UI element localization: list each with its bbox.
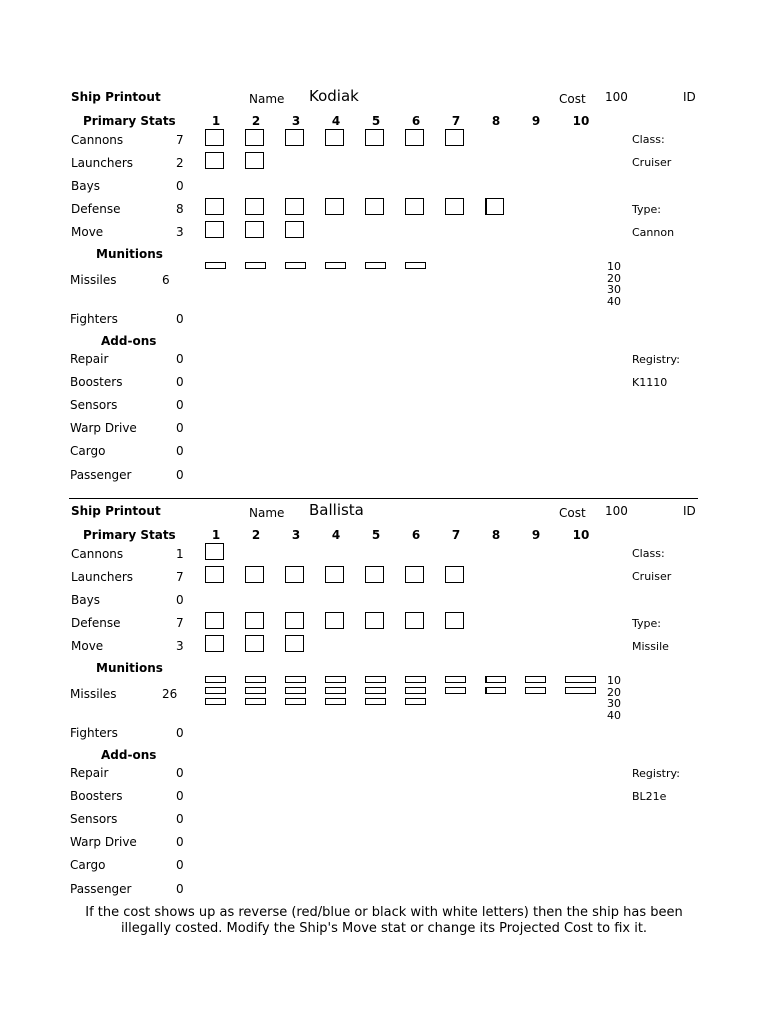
- stat-checkbox[interactable]: [325, 198, 344, 215]
- stat-checkbox[interactable]: [285, 635, 304, 652]
- missile-checkbox[interactable]: [285, 676, 306, 683]
- column-number: 3: [291, 114, 301, 128]
- stat-checkbox[interactable]: [205, 221, 224, 238]
- column-number: 9: [531, 528, 541, 542]
- stat-checkbox[interactable]: [445, 612, 464, 629]
- stat-checkbox[interactable]: [325, 129, 344, 146]
- primary-stats-heading: Primary Stats: [83, 114, 176, 128]
- stat-checkbox[interactable]: [205, 152, 224, 169]
- column-number: 6: [411, 114, 421, 128]
- stat-value: 0: [176, 179, 184, 193]
- printout-title: Ship Printout: [71, 504, 161, 518]
- addon-value: 0: [176, 766, 184, 780]
- class-value: Cruiser: [632, 570, 672, 583]
- addon-value: 0: [176, 882, 184, 896]
- addon-value: 0: [176, 858, 184, 872]
- stat-checkbox[interactable]: [245, 566, 264, 583]
- stat-checkbox[interactable]: [285, 129, 304, 146]
- missile-checkbox[interactable]: [205, 262, 226, 269]
- stat-checkbox[interactable]: [445, 129, 464, 146]
- addon-label: Warp Drive: [70, 421, 137, 435]
- stat-label: Bays: [71, 179, 100, 193]
- missile-checkbox[interactable]: [205, 687, 226, 694]
- missile-level: 30: [607, 697, 621, 710]
- primary-stats-heading: Primary Stats: [83, 528, 176, 542]
- class-value: Cruiser: [632, 156, 672, 169]
- stat-checkbox[interactable]: [205, 129, 224, 146]
- addons-heading: Add-ons: [101, 334, 157, 348]
- cost-label: Cost: [559, 506, 586, 520]
- addon-label: Cargo: [70, 858, 106, 872]
- missile-checkbox[interactable]: [325, 676, 346, 683]
- ship-name: Ballista: [309, 501, 364, 519]
- addon-label: Cargo: [70, 444, 106, 458]
- munitions-heading: Munitions: [96, 661, 163, 675]
- missile-checkbox[interactable]: [485, 676, 506, 683]
- missiles-value: 6: [162, 273, 170, 287]
- name-label: Name: [249, 92, 285, 106]
- missiles-label: Missiles: [70, 687, 117, 701]
- stat-checkbox[interactable]: [405, 129, 424, 146]
- addon-value: 0: [176, 468, 184, 482]
- stat-value: 0: [176, 593, 184, 607]
- addon-label: Warp Drive: [70, 835, 137, 849]
- column-number: 4: [331, 528, 341, 542]
- stat-label: Defense: [71, 616, 121, 630]
- addon-value: 0: [176, 789, 184, 803]
- stat-checkbox[interactable]: [245, 152, 264, 169]
- stat-label: Launchers: [71, 570, 134, 584]
- column-number: 7: [451, 114, 461, 128]
- missile-checkbox[interactable]: [405, 262, 426, 269]
- stat-label: Launchers: [71, 156, 134, 170]
- stat-checkbox[interactable]: [325, 566, 344, 583]
- missile-checkbox[interactable]: [325, 687, 346, 694]
- stat-checkbox[interactable]: [285, 221, 304, 238]
- column-number: 10: [572, 114, 590, 128]
- missile-checkbox[interactable]: [365, 687, 386, 694]
- registry-label: Registry:: [632, 767, 680, 780]
- stat-checkbox[interactable]: [245, 221, 264, 238]
- stat-label: Bays: [71, 593, 100, 607]
- missile-checkbox[interactable]: [405, 676, 426, 683]
- addon-label: Sensors: [70, 812, 118, 826]
- stat-value: 2: [176, 156, 184, 170]
- cost-label: Cost: [559, 92, 586, 106]
- stat-checkbox[interactable]: [285, 566, 304, 583]
- missiles-value: 26: [162, 687, 178, 701]
- stat-value: 3: [176, 639, 184, 653]
- addon-label: Passenger: [70, 468, 132, 482]
- stat-checkbox[interactable]: [205, 543, 224, 560]
- footer-note: If the cost shows up as reverse (red/blue or black with white letters) then the ship has been illegally costed. Modify the Ship's Move stat or change its Projected Cost to fix it.: [85, 905, 683, 936]
- missile-level: 40: [607, 294, 621, 308]
- column-number: 1: [211, 114, 221, 128]
- stat-checkbox[interactable]: [365, 612, 384, 629]
- missile-checkbox[interactable]: [245, 698, 266, 705]
- stat-checkbox[interactable]: [485, 198, 504, 215]
- column-number: 6: [411, 528, 421, 542]
- stat-checkbox[interactable]: [245, 129, 264, 146]
- missile-checkbox[interactable]: [445, 676, 466, 683]
- missile-checkbox[interactable]: [285, 698, 306, 705]
- missile-checkbox[interactable]: [245, 676, 266, 683]
- column-number: 7: [451, 528, 461, 542]
- stat-checkbox[interactable]: [365, 566, 384, 583]
- column-number: 1: [211, 528, 221, 542]
- stat-label: Cannons: [71, 133, 124, 147]
- stat-checkbox[interactable]: [405, 612, 424, 629]
- stat-checkbox[interactable]: [205, 566, 224, 583]
- type-value: Missile: [632, 640, 669, 653]
- stat-checkbox[interactable]: [205, 612, 224, 629]
- missile-level: 10: [607, 674, 621, 687]
- missile-checkbox[interactable]: [325, 698, 346, 705]
- class-label: Class:: [632, 547, 665, 560]
- stat-label: Cannons: [71, 547, 124, 561]
- column-number: 4: [331, 114, 341, 128]
- stat-value: 8: [176, 202, 184, 216]
- stat-checkbox[interactable]: [245, 198, 264, 215]
- missile-checkbox[interactable]: [245, 687, 266, 694]
- munitions-heading: Munitions: [96, 247, 163, 261]
- stat-checkbox[interactable]: [365, 129, 384, 146]
- missile-checkbox[interactable]: [205, 676, 226, 683]
- addon-label: Sensors: [70, 398, 118, 412]
- stat-checkbox[interactable]: [405, 566, 424, 583]
- stat-checkbox[interactable]: [245, 612, 264, 629]
- stat-checkbox[interactable]: [245, 635, 264, 652]
- missile-checkbox[interactable]: [525, 687, 546, 694]
- stat-checkbox[interactable]: [285, 198, 304, 215]
- addon-value: 0: [176, 835, 184, 849]
- cost-value: 100: [605, 504, 628, 518]
- registry-value: BL21e: [632, 790, 667, 803]
- column-number: 10: [572, 528, 590, 542]
- column-number: 2: [251, 114, 261, 128]
- fighters-label: Fighters: [70, 726, 118, 740]
- class-label: Class:: [632, 133, 665, 146]
- missile-checkbox[interactable]: [405, 698, 426, 705]
- stat-value: 7: [176, 133, 184, 147]
- column-number: 5: [371, 114, 381, 128]
- addon-value: 0: [176, 352, 184, 366]
- addon-label: Boosters: [70, 375, 123, 389]
- stat-value: 7: [176, 570, 184, 584]
- cost-value: 100: [605, 90, 628, 104]
- missile-checkbox[interactable]: [245, 262, 266, 269]
- missile-level: 20: [607, 271, 621, 285]
- stat-label: Move: [71, 225, 104, 239]
- registry-label: Registry:: [632, 353, 680, 366]
- column-number: 5: [371, 528, 381, 542]
- addon-value: 0: [176, 375, 184, 389]
- missile-checkbox[interactable]: [325, 262, 346, 269]
- stat-checkbox[interactable]: [445, 566, 464, 583]
- missile-checkbox[interactable]: [285, 262, 306, 269]
- registry-value: K1110: [632, 376, 668, 389]
- missile-checkbox[interactable]: [405, 687, 426, 694]
- missile-checkbox[interactable]: [485, 687, 506, 694]
- addon-label: Repair: [70, 352, 109, 366]
- ship-name: Kodiak: [309, 87, 359, 105]
- column-number: 2: [251, 528, 261, 542]
- missiles-label: Missiles: [70, 273, 117, 287]
- addon-value: 0: [176, 444, 184, 458]
- addon-label: Boosters: [70, 789, 123, 803]
- missile-checkbox[interactable]: [565, 676, 596, 683]
- missile-level: 10: [607, 260, 621, 273]
- missile-level: 30: [607, 283, 621, 296]
- missile-checkbox[interactable]: [365, 676, 386, 683]
- addon-value: 0: [176, 421, 184, 435]
- column-number: 3: [291, 528, 301, 542]
- missile-checkbox[interactable]: [445, 687, 466, 694]
- fighters-value: 0: [176, 726, 184, 740]
- addon-label: Repair: [70, 766, 109, 780]
- stat-checkbox[interactable]: [365, 198, 384, 215]
- stat-label: Move: [71, 639, 104, 653]
- name-label: Name: [249, 506, 285, 520]
- fighters-value: 0: [176, 312, 184, 326]
- section-divider: [69, 498, 698, 499]
- addon-label: Passenger: [70, 882, 132, 896]
- missile-checkbox[interactable]: [285, 687, 306, 694]
- printout-title: Ship Printout: [71, 90, 161, 104]
- missile-checkbox[interactable]: [365, 262, 386, 269]
- missile-checkbox[interactable]: [565, 687, 596, 694]
- addon-value: 0: [176, 812, 184, 826]
- stat-checkbox[interactable]: [445, 198, 464, 215]
- type-label: Type:: [632, 617, 661, 630]
- missile-checkbox[interactable]: [525, 676, 546, 683]
- type-label: Type:: [632, 203, 661, 216]
- addon-value: 0: [176, 398, 184, 412]
- missile-level: 40: [607, 708, 621, 722]
- stat-checkbox[interactable]: [205, 198, 224, 215]
- missile-checkbox[interactable]: [365, 698, 386, 705]
- fighters-label: Fighters: [70, 312, 118, 326]
- stat-label: Defense: [71, 202, 121, 216]
- stat-value: 3: [176, 225, 184, 239]
- id-label: ID: [683, 90, 696, 104]
- addons-heading: Add-ons: [101, 748, 157, 762]
- stat-checkbox[interactable]: [405, 198, 424, 215]
- stat-checkbox[interactable]: [325, 612, 344, 629]
- stat-checkbox[interactable]: [285, 612, 304, 629]
- id-label: ID: [683, 504, 696, 518]
- column-number: 8: [491, 114, 501, 128]
- missile-level: 20: [607, 685, 621, 699]
- stat-value: 1: [176, 547, 184, 561]
- missile-checkbox[interactable]: [205, 698, 226, 705]
- stat-value: 7: [176, 616, 184, 630]
- type-value: Cannon: [632, 226, 675, 239]
- column-number: 8: [491, 528, 501, 542]
- column-number: 9: [531, 114, 541, 128]
- stat-checkbox[interactable]: [205, 635, 224, 652]
